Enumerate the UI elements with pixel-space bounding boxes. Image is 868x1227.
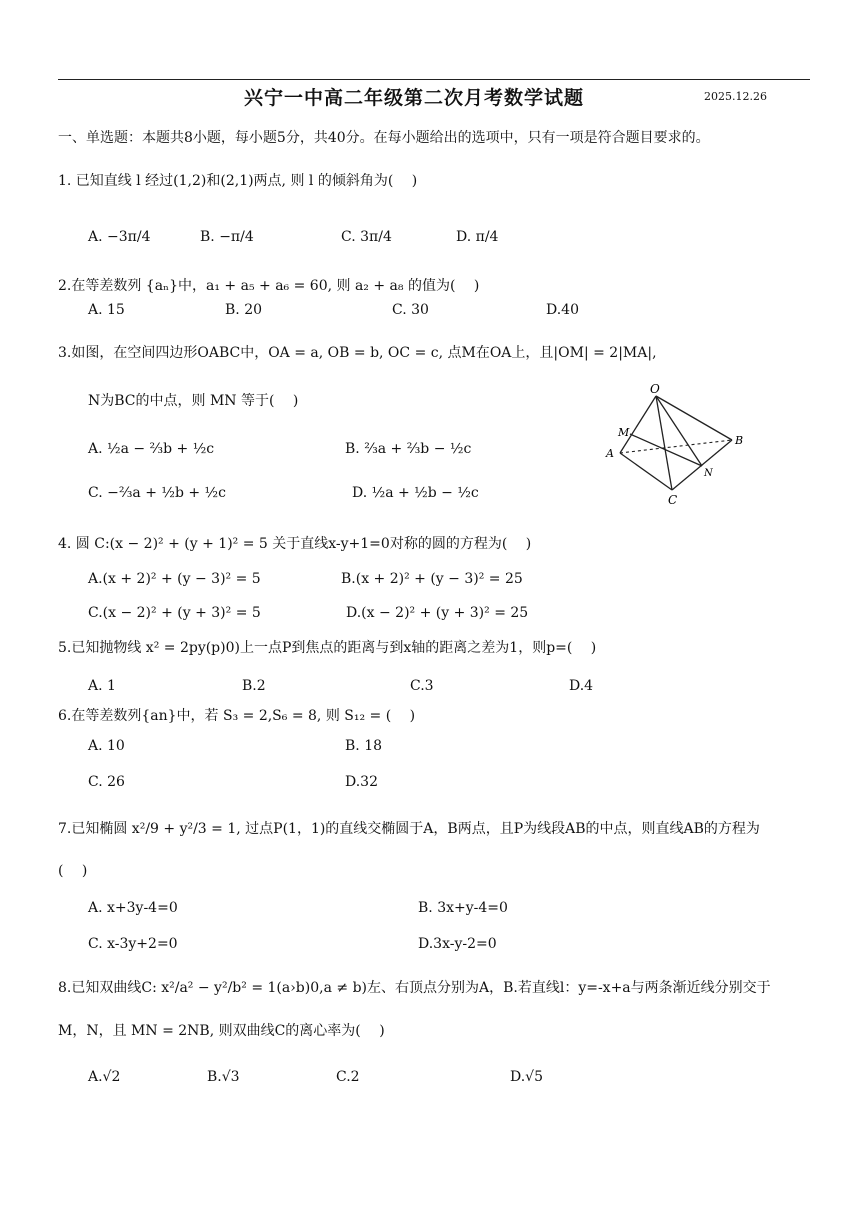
q3-stem-2: N为BC的中点，则 MN 等于( ) [88,393,299,409]
page-title: 兴宁一中高二年级第二次月考数学试题 [244,87,585,109]
q6-stem: 6.在等差数列{an}中，若 S₃ = 2,S₆ = 8, 则 S₁₂ = ( ) [58,708,416,724]
q7-stem: 7.已知椭圆 x²/9 + y²/3 = 1, 过点P(1，1)的直线交椭圆于A，B两点，且P为线段AB的中点，则直线AB的方程为 [58,821,760,837]
q4-option-d: D.(x − 2)² + (y + 3)² = 25 [346,605,529,621]
q3-option-c: C. −⅔a + ½b + ½c [88,485,226,501]
q2-stem: 2.在等差数列 {aₙ}中，a₁ + a₅ + a₆ = 60, 则 a₂ + a₈ 的值为( ) [58,278,480,294]
q4-option-c: C.(x − 2)² + (y + 3)² = 5 [88,605,261,621]
q8-option-a: A.√2 [88,1069,121,1085]
header-rule [58,79,810,80]
edge-oc [656,396,672,490]
q1-option-d: D. π/4 [456,229,499,245]
edge-oa [620,396,656,453]
q8-option-b: B.√3 [207,1069,240,1085]
q7-option-b: B. 3x+y-4=0 [418,900,508,916]
label-a: A [606,447,614,460]
q8-stem-2: M，N，且 MN = 2NB, 则双曲线C的离心率为( ) [58,1023,385,1039]
q1-option-c: C. 3π/4 [341,229,392,245]
edge-ab-hidden [620,440,732,453]
q2-option-d: D.40 [546,302,579,318]
q3-option-d: D. ½a + ½b − ½c [352,485,479,501]
q2-option-a: A. 15 [88,302,125,318]
q4-stem: 4. 圆 C:(x − 2)² + (y + 1)² = 5 关于直线x-y+1=0对称的圆的方程为( ) [58,536,532,552]
q6-option-d: D.32 [345,774,378,790]
q3-option-a: A. ½a − ⅔b + ½c [88,441,215,457]
q5-option-b: B.2 [242,678,266,694]
q4-option-a: A.(x + 2)² + (y − 3)² = 5 [88,571,261,587]
label-b: B [735,434,744,447]
exam-date: 2025.12.26 [704,90,767,103]
q7-option-a: A. x+3y-4=0 [88,900,178,916]
q6-option-a: A. 10 [88,738,125,754]
q6-option-c: C. 26 [88,774,125,790]
section-heading: 一、单选题：本题共8小题，每小题5分，共40分。在每小题给出的选项中，只有一项是符合题目要求的。 [58,130,710,146]
q7-option-c: C. x-3y+2=0 [88,936,178,952]
label-o: O [650,382,660,396]
q1-stem: 1. 已知直线 l 经过(1,2)和(2,1)两点, 则 l 的倾斜角为( ) [58,173,418,189]
q8-option-c: C.2 [336,1069,360,1085]
q7-option-d: D.3x-y-2=0 [418,936,497,952]
edge-ac [620,453,672,490]
q4-option-b: B.(x + 2)² + (y − 3)² = 25 [341,571,523,587]
edge-ob [656,396,732,440]
tetrahedron-figure [600,378,760,508]
q3-option-b: B. ⅔a + ⅔b − ½c [345,441,472,457]
q5-option-d: D.4 [569,678,594,694]
label-c: C [668,493,678,507]
q5-stem: 5.已知抛物线 x² = 2py(p)0)上一点P到焦点的距离与到x轴的距离之差为1，则p=( ) [58,640,597,656]
label-n: N [704,468,713,479]
q1-option-a: A. −3π/4 [88,229,151,245]
q5-option-a: A. 1 [88,678,116,694]
q3-stem: 3.如图，在空间四边形OABC中，OA = a, OB = b, OC = c, 点M在OA上，且|OM| = 2|MA|, [58,345,657,361]
q2-option-b: B. 20 [225,302,263,318]
q7-stem-2: ( ) [58,863,88,879]
q6-option-b: B. 18 [345,738,383,754]
q2-option-c: C. 30 [392,302,429,318]
label-m: M [618,426,630,439]
q5-option-c: C.3 [410,678,434,694]
q8-stem: 8.已知双曲线C: x²/a² − y²/b² = 1(a›b)0,a ≠ b)左、右顶点分别为A，B.若直线l：y=-x+a与两条渐近线分别交于 [58,980,771,996]
q8-option-d: D.√5 [510,1069,544,1085]
q1-option-b: B. −π/4 [200,229,254,245]
